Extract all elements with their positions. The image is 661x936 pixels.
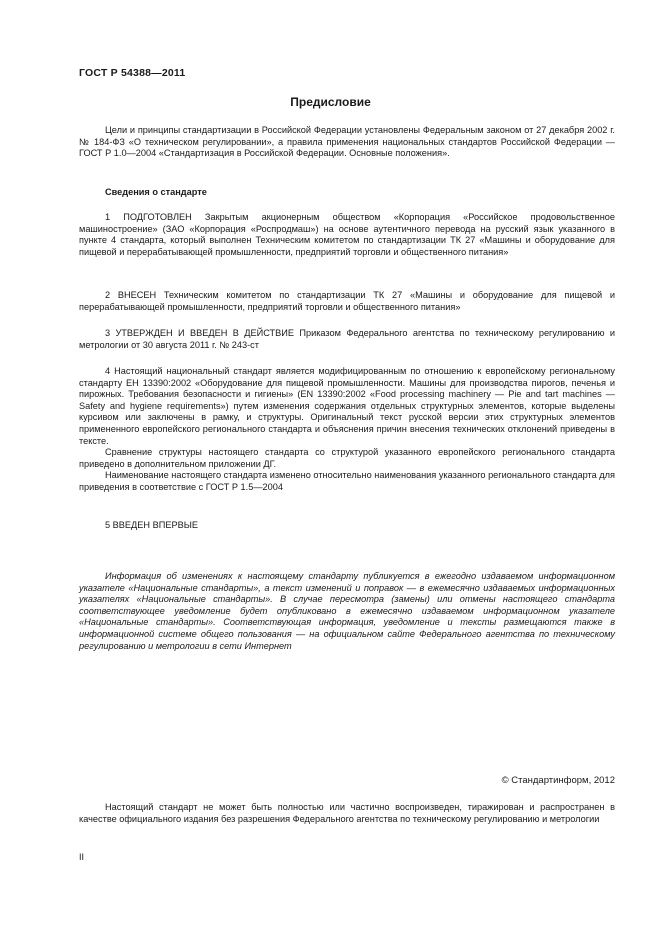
item-4	[79, 366, 615, 494]
intro-paragraph	[79, 125, 615, 160]
item-1	[79, 212, 615, 258]
copyright: © Стандартинформ, 2012	[501, 775, 615, 786]
item-3-text: 3 УТВЕРЖДЕН И ВВЕДЕН В ДЕЙСТВИЕ Приказом Федерального агентства по техническому регулированию и метрологии от 30 августа 2011 г. № 243-ст	[79, 328, 615, 350]
rights-notice	[79, 802, 615, 825]
section-heading: Сведения о стандарте	[105, 187, 207, 197]
page-number: II	[79, 852, 85, 862]
item-4-text: 4 Настоящий национальный стандарт является модифицированным по отношению к европейскому региональному стандарту ЕН 13390:2002 «Оборудование для пищевой промышленности. Машины для производства пирогов, печенья и пирожных. Требования безопасности и гигиены» (EN 13390:2002 «Food processing machinery — Pie and tart machines — Safety and hygiene requirements») путем изменения содержания отдельных структурных элементов, которые выделены курсивом или заключены в рамку, и структуры. Оригинальный текст русской версии этих структурных элементов примененного европейского регионального стандарта и объяснения причин внесения технических отклонений приведены в тексте.	[79, 366, 615, 446]
item-5: 5 ВВЕДЕН ВПЕРВЫЕ	[105, 520, 198, 530]
item-1-text: 1 ПОДГОТОВЛЕН Закрытым акционерным обществом «Корпорация «Российское продовольственное машиностроение» (ЗАО «Корпорация «Роспродмаш») на основе аутентичного перевода на русский язык указанного в пункте 4 стандарта, который выполнен Техническим комитетом по стандартизации ТК 27 «Машины и оборудование для пищевой и перерабатывающей промышленности, предприятий торговли и общественного питания»	[79, 212, 615, 257]
item-4-name-change: Наименование настоящего стандарта изменено относительно наименования указанного регионального стандарта для приведения в соответствие с ГОСТ Р 1.5—2004	[79, 470, 615, 492]
intro-text: Цели и принципы стандартизации в Российской Федерации установлены Федеральным законом от 27 декабря 2002 г. № 184-ФЗ «О техническом регулировании», а правила применения национальных стандартов Российской Федерации — ГОСТ Р 1.0—2004 «Стандартизация в Российской Федерации. Основные положения».	[79, 125, 615, 159]
item-2-text: 2 ВНЕСЕН Техническим комитетом по стандартизации ТК 27 «Машины и оборудование для пищевой и перерабатывающей промышленности, предприятий торговли и общественного питания»	[79, 290, 615, 312]
item-2	[79, 290, 615, 313]
change-notice-text: Информация об изменениях к настоящему стандарту публикуется в ежегодно издаваемом информационном указателе «Национальные стандарты», а текст изменений и поправок — в ежемесячно издаваемых информационных указателях «Национальные стандарты». В случае пересмотра (замены) или отмены настоящего стандарта соответствующее уведомление будет опубликовано в ежемесячно издаваемом информационном указателе «Национальные стандарты». Соответствующая информация, уведомление и тексты размещаются также в информационной системе общего пользования — на официальном сайте Федерального агентства по техническому регулированию и метрологии в сети Интернет	[79, 571, 615, 651]
item-3	[79, 328, 615, 351]
document-code: ГОСТ Р 54388—2011	[79, 67, 186, 79]
change-notice	[79, 571, 615, 652]
page-title: Предисловие	[290, 95, 371, 109]
item-4-comparison: Сравнение структуры настоящего стандарта со структурой указанного европейского регионального стандарта приведено в дополнительном приложении ДГ.	[79, 447, 615, 469]
rights-text: Настоящий стандарт не может быть полностью или частично воспроизведен, тиражирован и распространен в качестве официального издания без разрешения Федерального агентства по техническому регулированию и метрологии	[79, 802, 615, 824]
